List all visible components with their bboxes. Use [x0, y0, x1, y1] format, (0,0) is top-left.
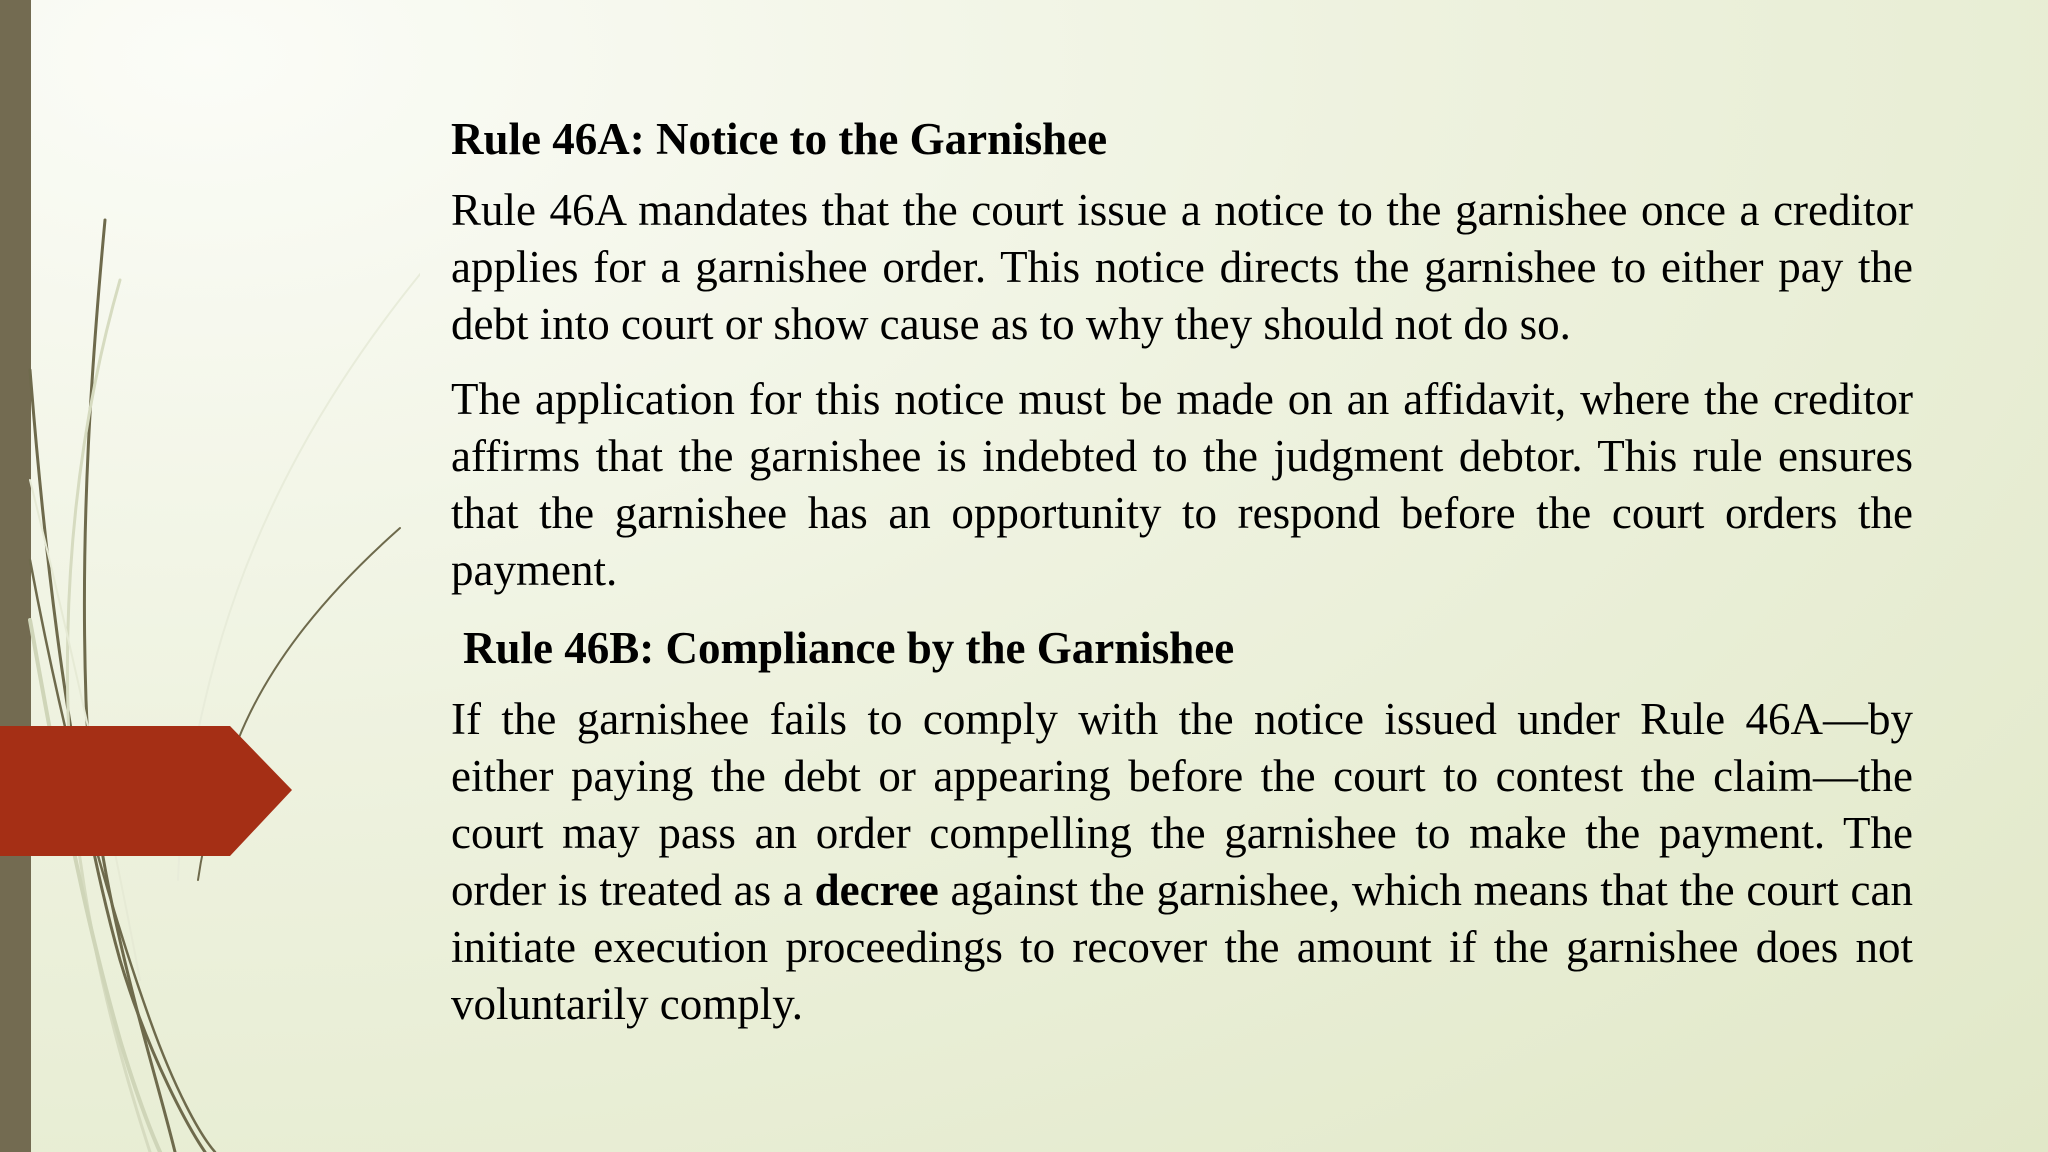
paragraph-rule-46b-text-start: If the garnishee fails to comply with the notice issued under Rule 46A—by either paying the debt or appearing before the court to contest the claim—the court may pass an order compelling the garnishee to make the payment. The order is treated as a [451, 694, 1913, 915]
red-arrow-shape [0, 0, 300, 1152]
decree-emphasis: decree [814, 865, 939, 915]
heading-rule-46a: Rule 46A: Notice to the Garnishee [451, 114, 1108, 164]
heading-rule-46b: Rule 46B: Compliance by the Garnishee [463, 623, 1235, 673]
paragraph-rule-46a-notice: Rule 46A mandates that the court issue a notice to the garnishee once a creditor applies for a garnishee order. This notice directs the garnishee to either pay the debt into court or show cause as to why they should not do so. [451, 185, 1913, 349]
paragraph-rule-46b-compliance [451, 691, 1913, 1033]
paragraph-rule-46b-text-end: against the garnishee, which means that the court can initiate execution proceedings to recover the amount if the garnishee does not voluntarily comply. [451, 865, 1913, 1029]
slide-content [451, 108, 1913, 1051]
paragraph-rule-46a-affidavit: The application for this notice must be made on an affidavit, where the creditor affirms that the garnishee is indebted to the judgment debtor. This rule ensures that the garnishee has an opportunity to respond before the court orders the payment. [451, 374, 1913, 595]
